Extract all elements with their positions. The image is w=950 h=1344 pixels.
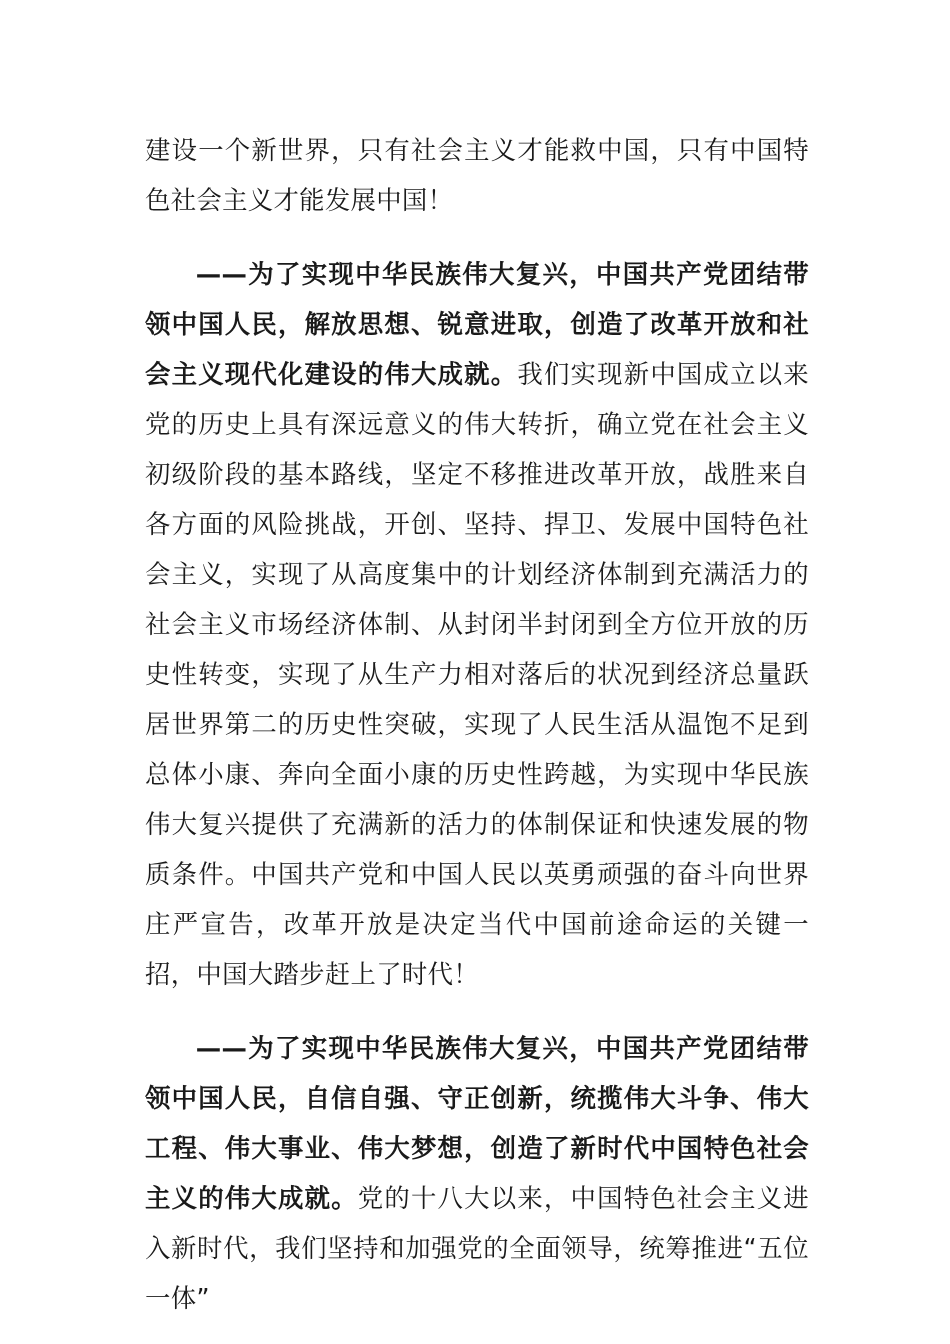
paragraph-text: 党的十八大以来，中国特色社会主义进入新时代，我们坚持和加强党的全面领导，统筹推进“五位一体” <box>145 1183 809 1313</box>
paragraph-new-era <box>145 1023 809 1323</box>
paragraph-reform-opening <box>145 249 809 999</box>
paragraph-text: 我们实现新中国成立以来党的历史上具有深远意义的伟大转折，确立党在社会主义初级阶段的基本路线，坚定不移推进改革开放，战胜来自各方面的风险挑战，开创、坚持、捍卫、发展中国特色社会主义，实现了从高度集中的计划经济体制到充满活力的社会主义市场经济体制、从封闭半封闭到全方位开放的历史性转变，实现了从生产力相对落后的状况到经济总量跃居世界第二的历史性突破，实现了人民生活从温饱不足到总体小康、奔向全面小康的历史性跨越，为实现中华民族伟大复兴提供了充满新的活力的体制保证和快速发展的物质条件。中国共产党和中国人民以英勇顽强的奋斗向世界庄严宣告，改革开放是决定当代中国前途命运的关键一招，中国大踏步赶上了时代！ <box>145 359 809 989</box>
paragraph-continuation <box>145 125 809 225</box>
paragraph-text: 建设一个新世界，只有社会主义才能救中国，只有中国特色社会主义才能发展中国！ <box>145 135 809 215</box>
paragraph-heading-bold: ——为了实现中华民族伟大复兴，中国共产党团结带领中国人民，自信自强、守正创新，统揽伟大斗争、伟大工程、伟大事业、伟大梦想，创造了新时代中国特色社会主义的伟大成就。 <box>145 1033 809 1213</box>
paragraph-heading-bold: ——为了实现中华民族伟大复兴，中国共产党团结带领中国人民，解放思想、锐意进取，创造了改革开放和社会主义现代化建设的伟大成就。 <box>145 259 809 389</box>
document-page <box>145 125 809 1323</box>
